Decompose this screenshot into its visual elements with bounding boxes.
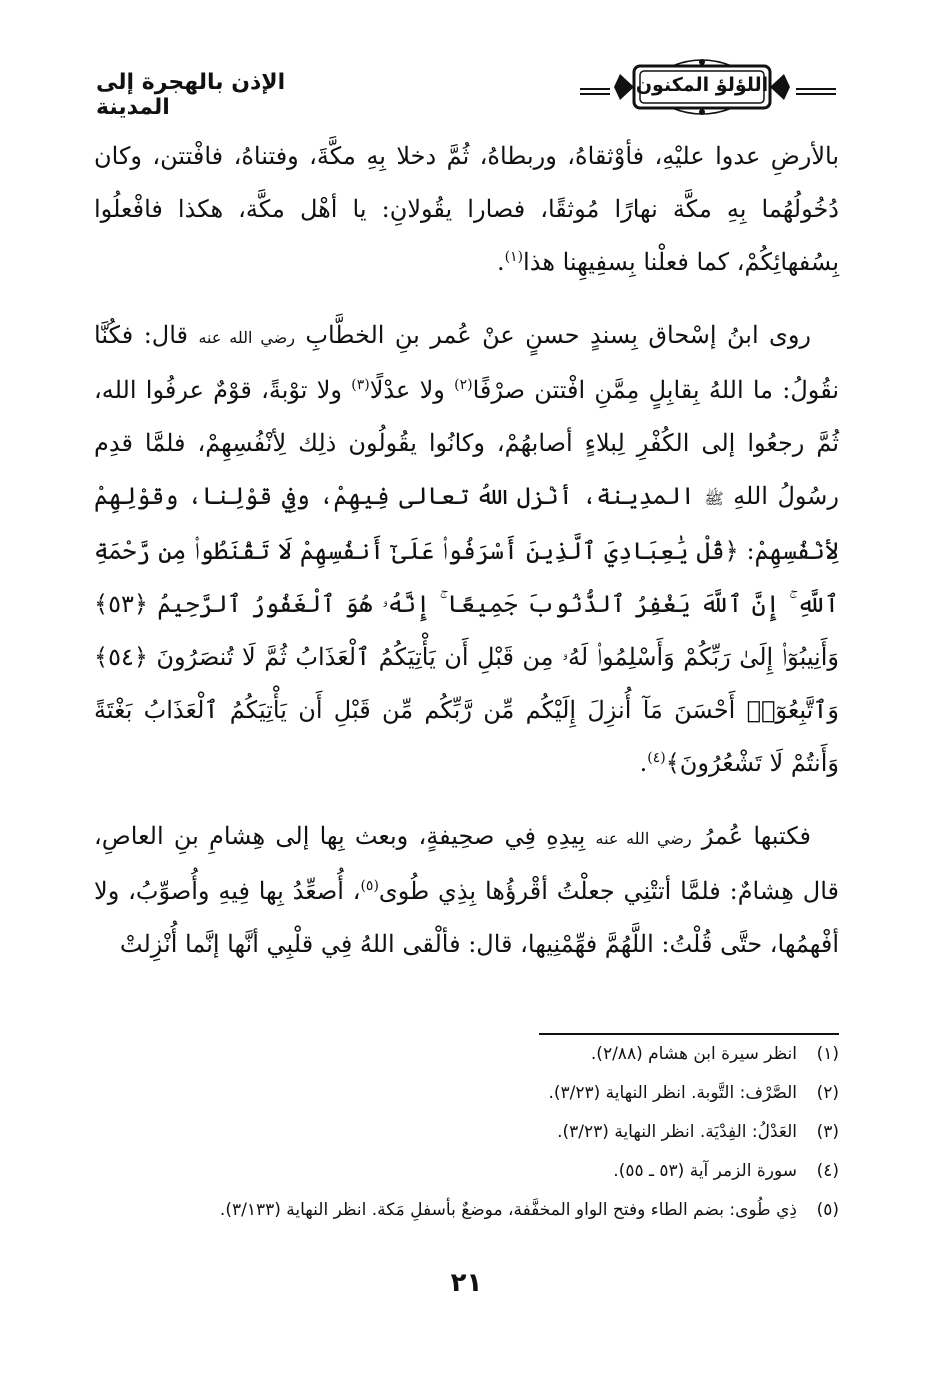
footnote-text: انظر سيرة ابن هشام (٢/٨٨). — [590, 1044, 797, 1064]
footnote-item — [94, 1044, 839, 1083]
honorific: رضي الله عنه — [198, 328, 295, 347]
footnote-text: الصَّرْف: التَّوبة. انظر النهاية (٣/٢٣). — [548, 1083, 797, 1103]
footnote-marker: (٥) — [360, 878, 379, 894]
text-run: قال: فكُنَّا نقُولُ: ما اللهُ بِقابِلٍ مِمَّنِ افْتتن صرْفًا — [94, 321, 840, 404]
footnote-number: (٣) — [816, 1122, 839, 1142]
footnote-text: العَدْلُ: الفِدْيَة. انظر النهاية (٣/٢٣). — [557, 1122, 797, 1142]
paragraph — [94, 810, 839, 971]
footnote-marker: (٤) — [647, 750, 666, 766]
header-rule-right — [796, 88, 836, 95]
footnote-separator — [539, 1033, 839, 1035]
chapter-title: الإذن بالهجرة إلى المدينة — [96, 70, 286, 120]
footnote-text: سورة الزمر آية (٥٣ ـ ٥٥). — [613, 1161, 797, 1181]
footnote-number: (٤) — [816, 1161, 839, 1181]
footnote-text: ذِي طُوى: بضم الطاء وفتح الواو المخفَّفة، موضعٌ بأسفلِ مَكة. انظر النهاية (٣/١٣٣). — [219, 1200, 797, 1220]
paragraph — [94, 130, 839, 289]
text-run: المدِينة، أنْزل اللهُ تعالى فِيهِمْ، وفِي قوْلِنا، وقوْلِهِمْ لِأنْفُسِهِمْ: ﴿قُلْ يَٰعِبَادِيَ ٱلَّذِينَ أَسْرَفُوا۟ عَلَىٰٓ أَنفُسِهِمْ لَا تَقْنَطُوا۟ مِن رَّحْمَةِ ٱللَّهِ ۚ إِنَّ ٱللَّهَ يَغْفِرُ ٱلذُّنُوبَ جَمِيعًا ۚ إِنَّهُۥ هُوَ ٱلْغَفُورُ ٱلرَّحِيمُ ﴿٥٣﴾ وَأَنِيبُوٓا۟ إِلَىٰ رَبِّكُمْ وَأَسْلِمُوا۟ لَهُۥ مِن قَبْلِ أَن يَأْتِيَكُمُ ٱلْعَذَابُ ثُمَّ لَا تُنصَرُونَ ﴿٥٤﴾ وَٱتَّبِعُوٓا۟ أَحْسَنَ مَآ أُنزِلَ إِلَيْكُم مِّن رَّبِّكُم مِّن قَبْلِ أَن يَأْتِيَكُمُ ٱلْعَذَابُ بَغْتَةً وَأَنتُمْ لَا تَشْعُرُونَ﴾ — [94, 482, 839, 777]
footnote-item — [94, 1200, 839, 1239]
footnotes — [94, 1044, 839, 1239]
text-run: . — [496, 248, 505, 276]
header-rule-middle — [580, 88, 610, 95]
text-run: بِيدِهِ فِي صحِيفةٍ، وبعث بِها إلى هِشامِ بنِ العاصِ، قال هِشامٌ: فلمَّا أتتْنِي جعلْتُ أقْرؤُها بِذِي طُوى — [94, 822, 839, 905]
footnote-marker: (٢) — [454, 377, 473, 393]
footnote-number: (٢) — [816, 1083, 839, 1103]
text-run: بالأرضِ عدوا عليْهِ، فأوْثقاهُ، وربطاهُ، ثُمَّ دخلا بِهِ مكَّةَ، وفتناهُ، فافْتتن، وكان دُخُولُهُما بِهِ مكَّة نهارًا مُوثقًا، فصارا يقُولانِ: يا أهْل مكَّة، هكذا فافْعلُوا بِسُفهائِكُمْ، كما فعلْنا بِسفِيهِنا هذا — [94, 142, 839, 276]
book-title: اللؤلؤ المكنون — [635, 74, 769, 96]
text-run: روى ابنُ إسْحاق بِسندٍ حسنٍ عنْ عُمر بنِ الخطَّابِ — [294, 321, 812, 349]
footnote-item — [94, 1161, 839, 1200]
running-header — [96, 52, 836, 122]
main-text — [94, 130, 839, 971]
book-title-cartouche — [612, 56, 792, 118]
text-run: . — [639, 749, 648, 777]
honorific: رضي الله عنه — [595, 829, 692, 848]
text-run: ، أُصعِّدُ بِها فِيهِ وأُصوِّبُ، ولا أفْهمُها، حتَّى قُلْتُ: اللَّهُمَّ فهِّمْنِيها، قال: فألْقى اللهُ فِي قلْبِي أنَّها إنَّما أُنْزِلتْ — [94, 877, 839, 958]
paragraph — [94, 309, 839, 790]
honorific: ﷺ — [704, 489, 724, 508]
footnote-marker: (٣) — [351, 377, 370, 393]
footnote-number: (٥) — [816, 1200, 839, 1220]
text-run: ولا توْبةً، قوْمٌ عرفُوا الله، ثُمَّ رجعُوا إلى الكُفْرِ لِبلاءٍ أصابهُمْ، وكانُوا يقُولُون ذلِك لِأنْفُسِهِمْ، فلمَّا قدِم رسُولُ اللهِ — [94, 376, 839, 510]
page-number: ٢١ — [450, 1268, 483, 1298]
footnote-item — [94, 1083, 839, 1122]
footnote-marker: (١) — [504, 249, 524, 265]
footnote-number: (١) — [816, 1044, 839, 1064]
footnote-item — [94, 1122, 839, 1161]
text-run: فكتبها عُمرُ — [691, 822, 812, 850]
text-run: ولا عدْلًا — [369, 376, 455, 404]
